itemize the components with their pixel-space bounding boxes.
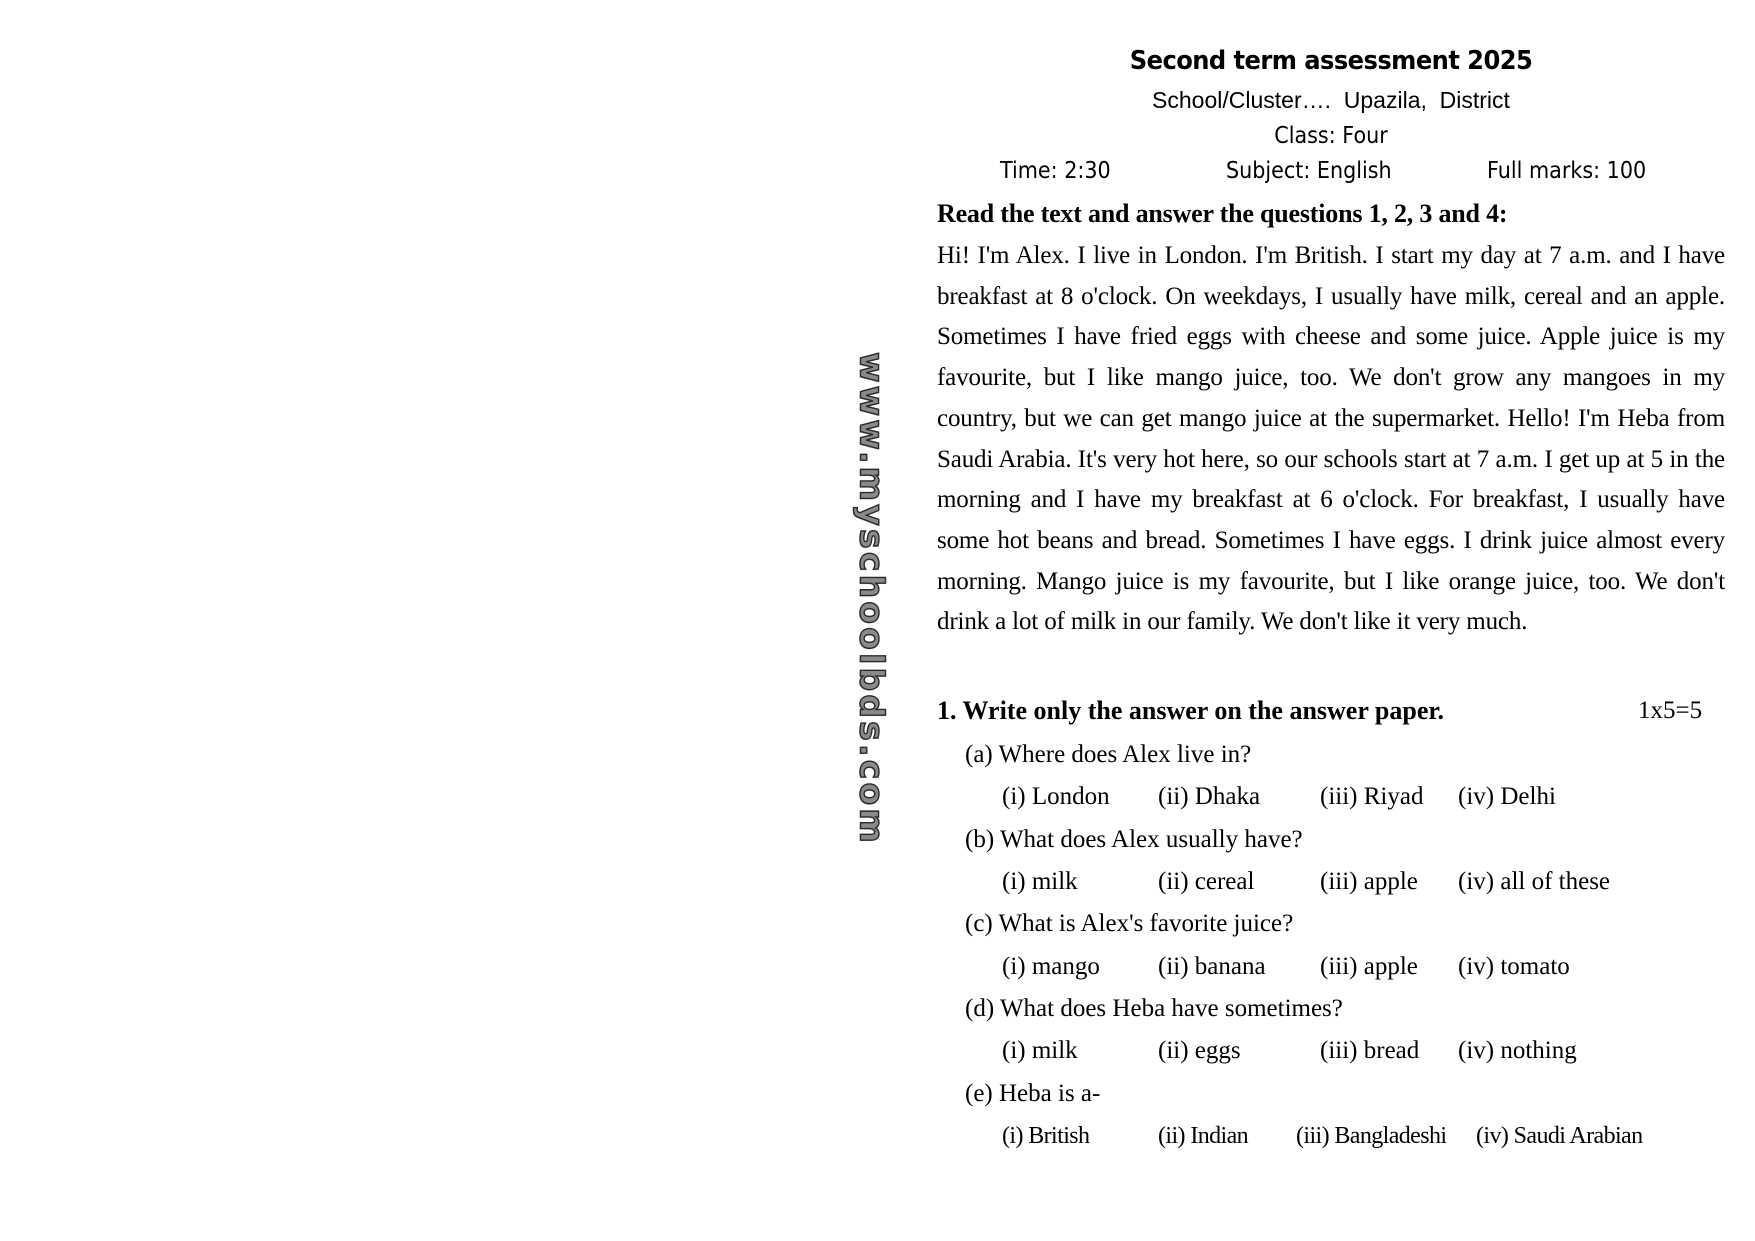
full-marks-label: Full marks: 100 [1487, 158, 1647, 184]
subject-label: Subject: English [1226, 158, 1392, 184]
option: (iv) Saudi Arabian [1476, 1123, 1643, 1149]
option: (ii) Dhaka [1158, 783, 1261, 810]
option: (i) London [1002, 783, 1110, 810]
option: (i) milk [1002, 1037, 1078, 1064]
option: (i) mango [1002, 953, 1100, 980]
option: (iv) Delhi [1458, 783, 1556, 810]
question-1c: (c) What is Alex's favorite juice? [965, 910, 1294, 937]
option: (ii) Indian [1158, 1123, 1249, 1149]
watermark-url: www.myschoolbds.com [852, 352, 892, 846]
option: (i) British [1002, 1123, 1090, 1149]
option: (ii) eggs [1158, 1037, 1241, 1064]
exam-title: Second term assessment 2025 [1129, 46, 1533, 76]
time-label: Time: 2:30 [1000, 158, 1111, 184]
option: (iv) all of these [1458, 868, 1611, 895]
option: (iv) tomato [1458, 953, 1570, 980]
option: (iii) Bangladeshi [1296, 1123, 1447, 1149]
option: (i) milk [1002, 868, 1078, 895]
reading-instruction: Read the text and answer the questions 1, 2, 3 and 4: [937, 199, 1508, 228]
school-cluster-line: School/Cluster…. Upazila, District [1152, 87, 1510, 113]
question-1e: (e) Heba is a- [965, 1080, 1101, 1107]
question-1-marks: 1x5=5 [1638, 697, 1703, 724]
option: (ii) cereal [1158, 868, 1255, 895]
option: (ii) banana [1158, 953, 1266, 980]
class-label: Class: Four [1274, 123, 1388, 149]
question-1b: (b) What does Alex usually have? [965, 826, 1303, 853]
question-1-heading: 1. Write only the answer on the answer paper. [937, 696, 1445, 725]
reading-passage: Hi! I'm Alex. I live in London. I'm British. I start my day at 7 a.m. and I have breakfast at 8 o'clock. On weekdays, I usually have milk, cereal and an apple. Sometimes I have fried eggs with cheese and some juice. Apple juice is my favourite, but I like mango juice, too. We don't grow any mangoes in my country, but we can get mango juice at the supermarket. Hello! I'm Heba from Saudi Arabia. It's very hot here, so our schools start at 7 a.m. I get up at 5 in the morning and I have my breakfast at 6 o'clock. For breakfast, I usually have some hot beans and bread. Sometimes I have eggs. I drink juice almost every morning. Mango juice is my favourite, but I like orange juice, too. We don't drink a lot of milk in our family. We don't like it very much. [937, 242, 1725, 636]
option: (iii) Riyad [1320, 783, 1424, 810]
option: (iii) apple [1320, 953, 1418, 980]
question-1a: (a) Where does Alex live in? [965, 741, 1252, 768]
question-1d: (d) What does Heba have sometimes? [965, 995, 1343, 1022]
option: (iii) apple [1320, 868, 1418, 895]
option: (iv) nothing [1458, 1037, 1577, 1064]
option: (iii) bread [1320, 1037, 1420, 1064]
